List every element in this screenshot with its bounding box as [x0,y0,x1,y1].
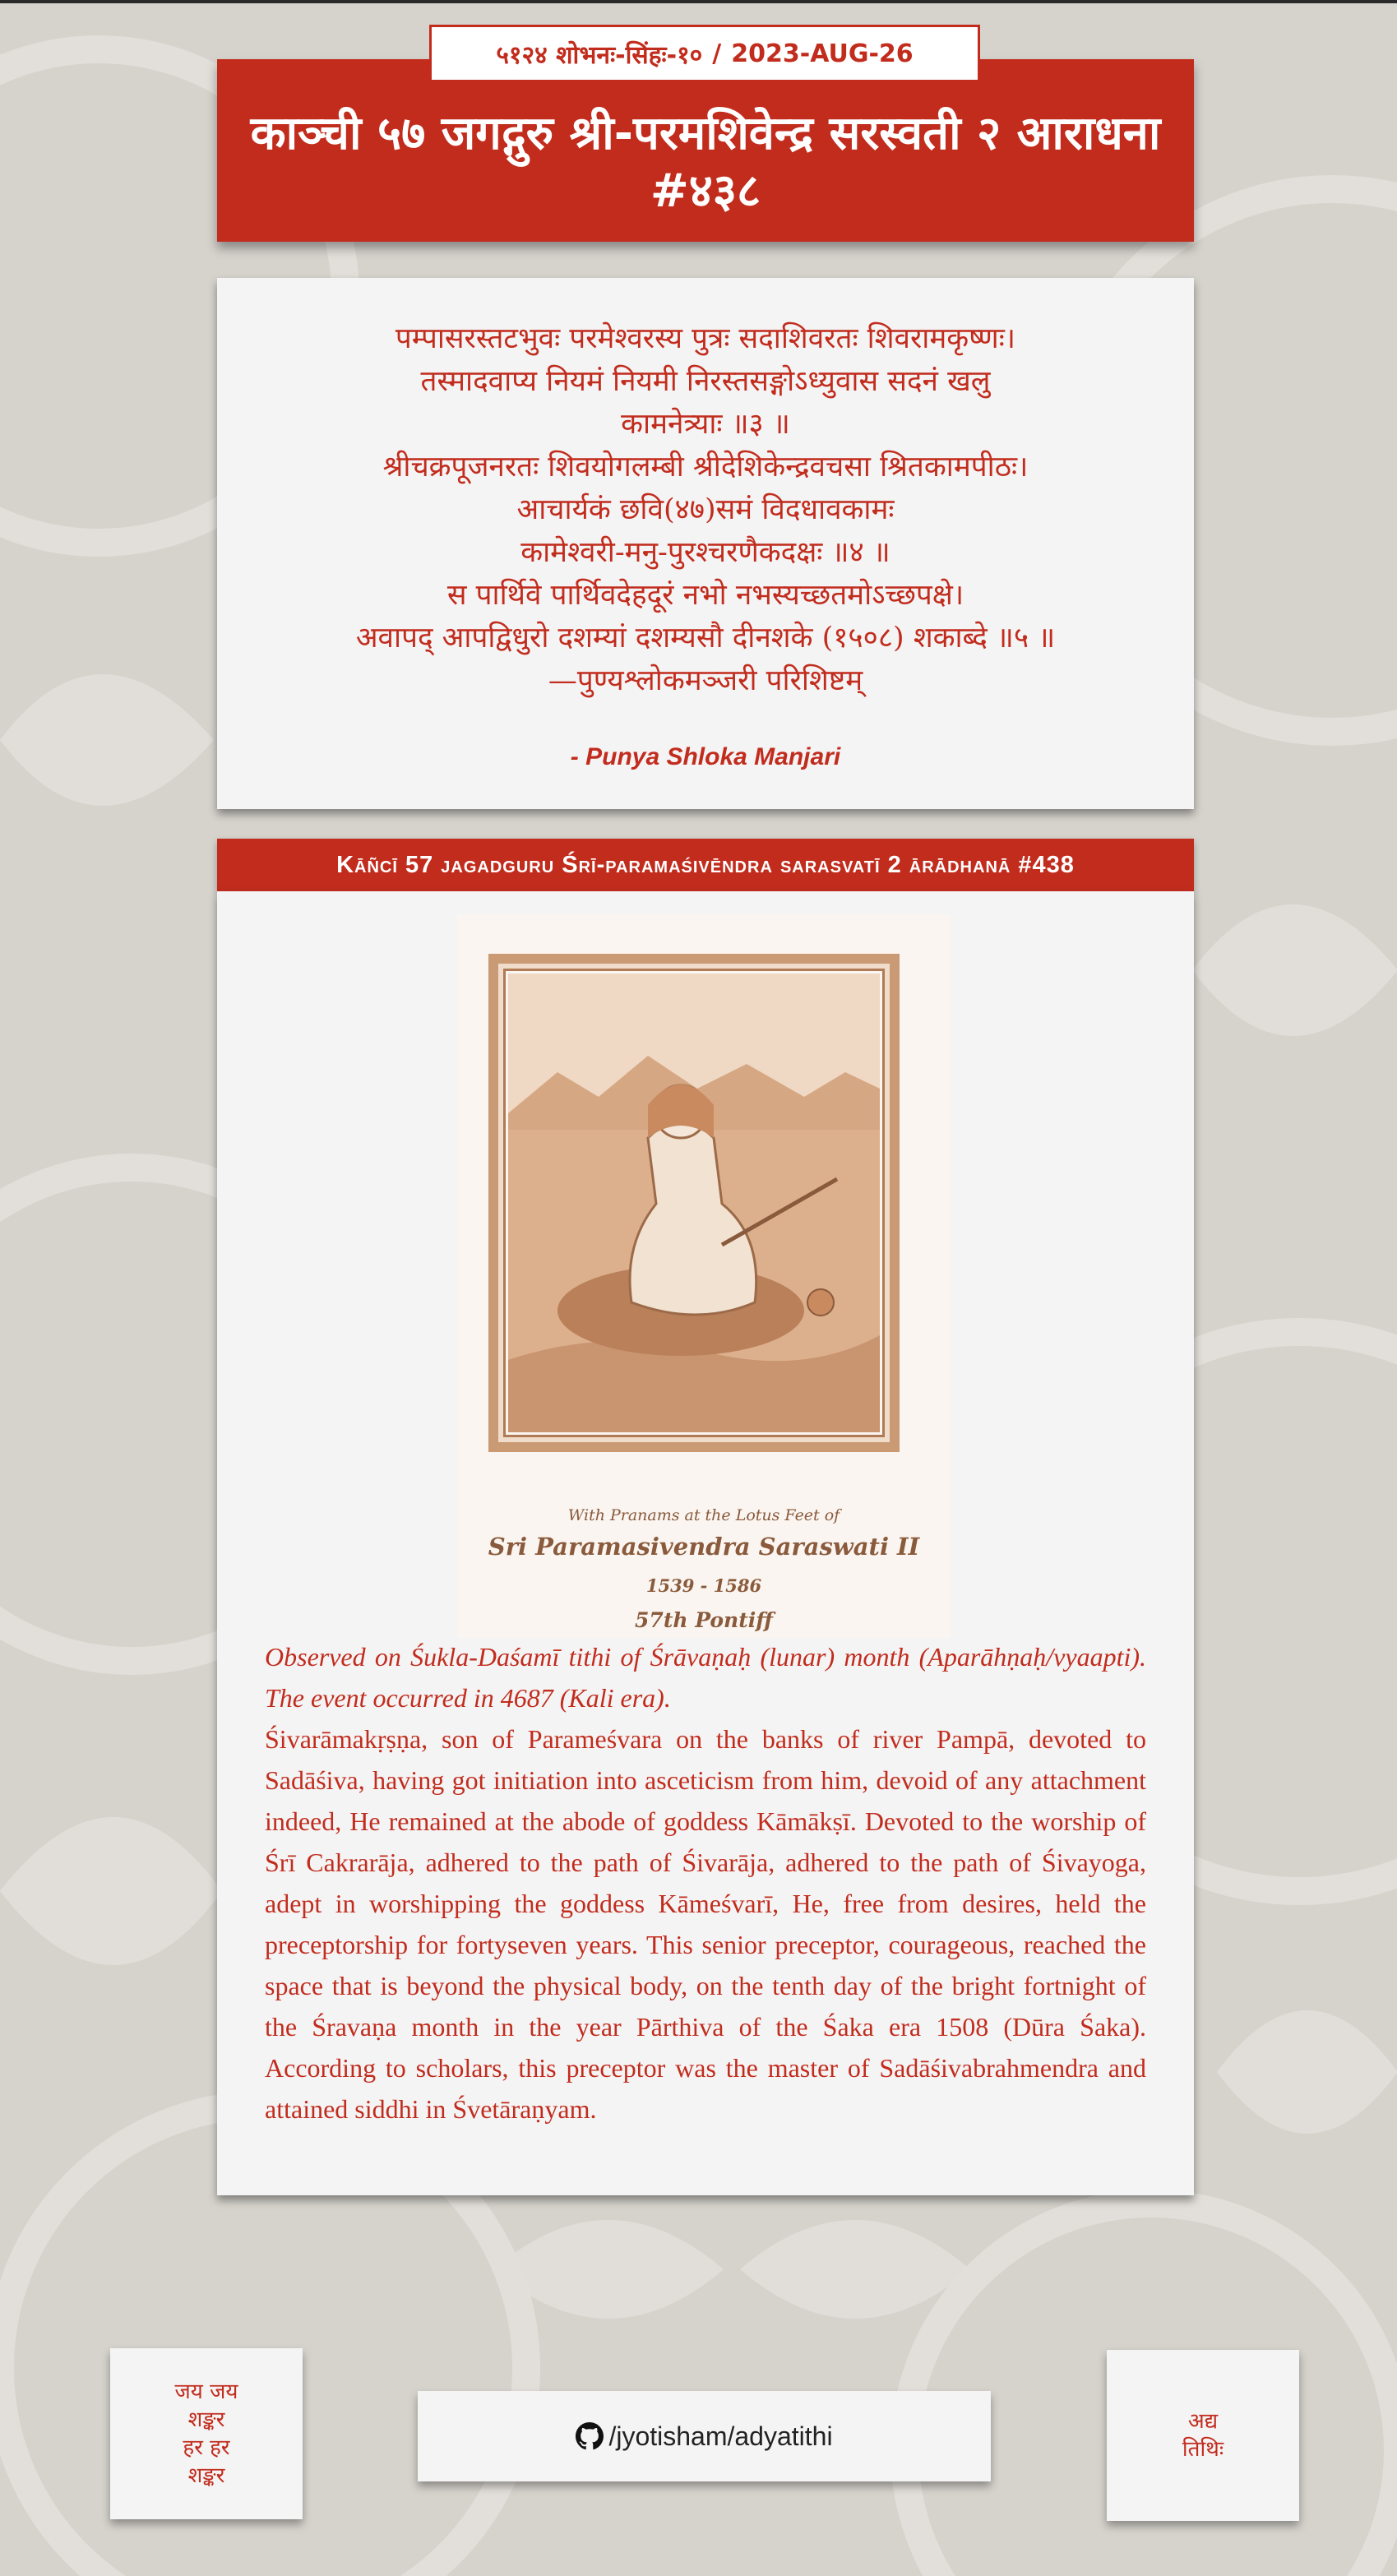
portrait-caption-pontiff: 57th Pontiff [635,1608,773,1632]
portrait-caption-years: 1539 - 1586 [645,1575,762,1596]
date-tag [429,25,980,82]
verse-line: अवापद् आपद्विधुरो दशम्यां दशम्यसौ दीनशके (१५०८) शकाब्दे ॥५ ॥ [355,622,1056,654]
footer-left-line: जय जय [174,2379,238,2404]
github-icon [576,2422,604,2450]
top-border [0,0,1397,3]
verse-line: —पुण्यश्लोकमञ्जरी परिशिष्टम् [548,664,863,697]
footer-right-line: अद्य [1187,2409,1219,2434]
portrait-frame [488,954,900,1452]
english-title [217,839,1194,891]
portrait-card [457,914,951,1638]
date-separator: / [712,39,722,68]
github-link-text: /jyotisham/adyatithi [608,2421,833,2451]
verse-line: कामनेत्र्याः ॥३ ॥ [621,408,790,441]
github-link[interactable] [418,2391,991,2481]
observance-body: Śivarāmakṛṣṇa, son of Parameśvara on the banks of river Pampā, devoted to Sadāśiva, having got initiation into asceticism from him, devoid of any attachment indeed, He remained at the abode of goddess Kāmākṣī. Devoted to the worship of Śrī Cakrarāja, adhered to the path of Śivarāja, adhered to the path of Śivayoga, adept in worshipping the goddess Kāmeśvarī, He, free from desires, held the preceptorship for fortyseven years. This senior preceptor, courageous, reached the space that is beyond the physical body, on the tenth day of the bright fortnight of the Śravaṇa month in the year Pārthiva of the Śaka era 1508 (Dūra Śaka). According to scholars, this preceptor was the master of Sadāśivabrahmendra and attained siddhi in Śvetāraṇyam. [265,1724,1146,2124]
date-sanskrit: ५१२४ शोभनः-सिंहः-१० [496,40,703,70]
footer-adya-tithi-box [1107,2350,1299,2521]
verse-attribution: - Punya Shloka Manjari [570,743,841,770]
verse-line: पम्पासरस्तटभुवः परमेश्वरस्य पुत्रः सदाशिवरतः शिवरामकृष्णः। [395,322,1016,355]
footer-left-line: शङ्कर [187,2463,225,2488]
footer-left-line: शङ्कर [187,2407,225,2432]
observance-text [265,1636,1146,2130]
date-gregorian: 2023-AUG-26 [731,39,914,68]
verse-card [217,278,1194,809]
observance-lead: Observed on Śukla-Daśamī tithi of Śrāvaṇaḥ (lunar) month (Aparāhṇaḥ/vyaapti). The event occurred in 4687 (Kali era). [265,1642,1146,1713]
portrait-image [508,974,880,1432]
verse-line: तस्मादवाप्य नियमं नियमी निरस्तसङ्गोऽध्युवास सदनं खलु [420,365,991,398]
verse-lines [250,317,1161,702]
portrait-caption-name: Sri Paramasivendra Saraswati II [488,1533,920,1561]
page-title [217,59,1194,242]
portrait-caption-dedication: With Pranams at the Lotus Feet of [567,1506,840,1524]
verse-line: श्रीचक्रपूजनरतः शिवयोगलम्बी श्रीदेशिकेन्द्रवचसा श्रितकामपीठः। [382,451,1029,483]
verse-line: आचार्यकं छवि(४७)समं विदधावकामः [516,493,895,526]
verse-line: कामेश्वरी-मनु-पुरश्चरणैकदक्षः ॥४ ॥ [520,536,890,569]
title-text: काञ्ची ५७ जगद्गुरु श्री-परमशिवेन्द्र सरस्वती २ आराधना #४३८ [250,107,1161,218]
english-title-text: Kāñcī 57 jagadguru Śrī-paramaśivēndra sarasvatī 2 ārādhanā #438 [336,851,1075,878]
main-card [217,891,1194,2195]
footer-left-line: हर हर [183,2435,230,2460]
footer-right-line: तिथिः [1182,2437,1224,2462]
footer-jaya-box [110,2348,303,2519]
verse-line: स पार्थिवे पार्थिवदेहदूरं नभो नभस्यच्छतमोऽच्छपक्षे। [446,579,964,612]
